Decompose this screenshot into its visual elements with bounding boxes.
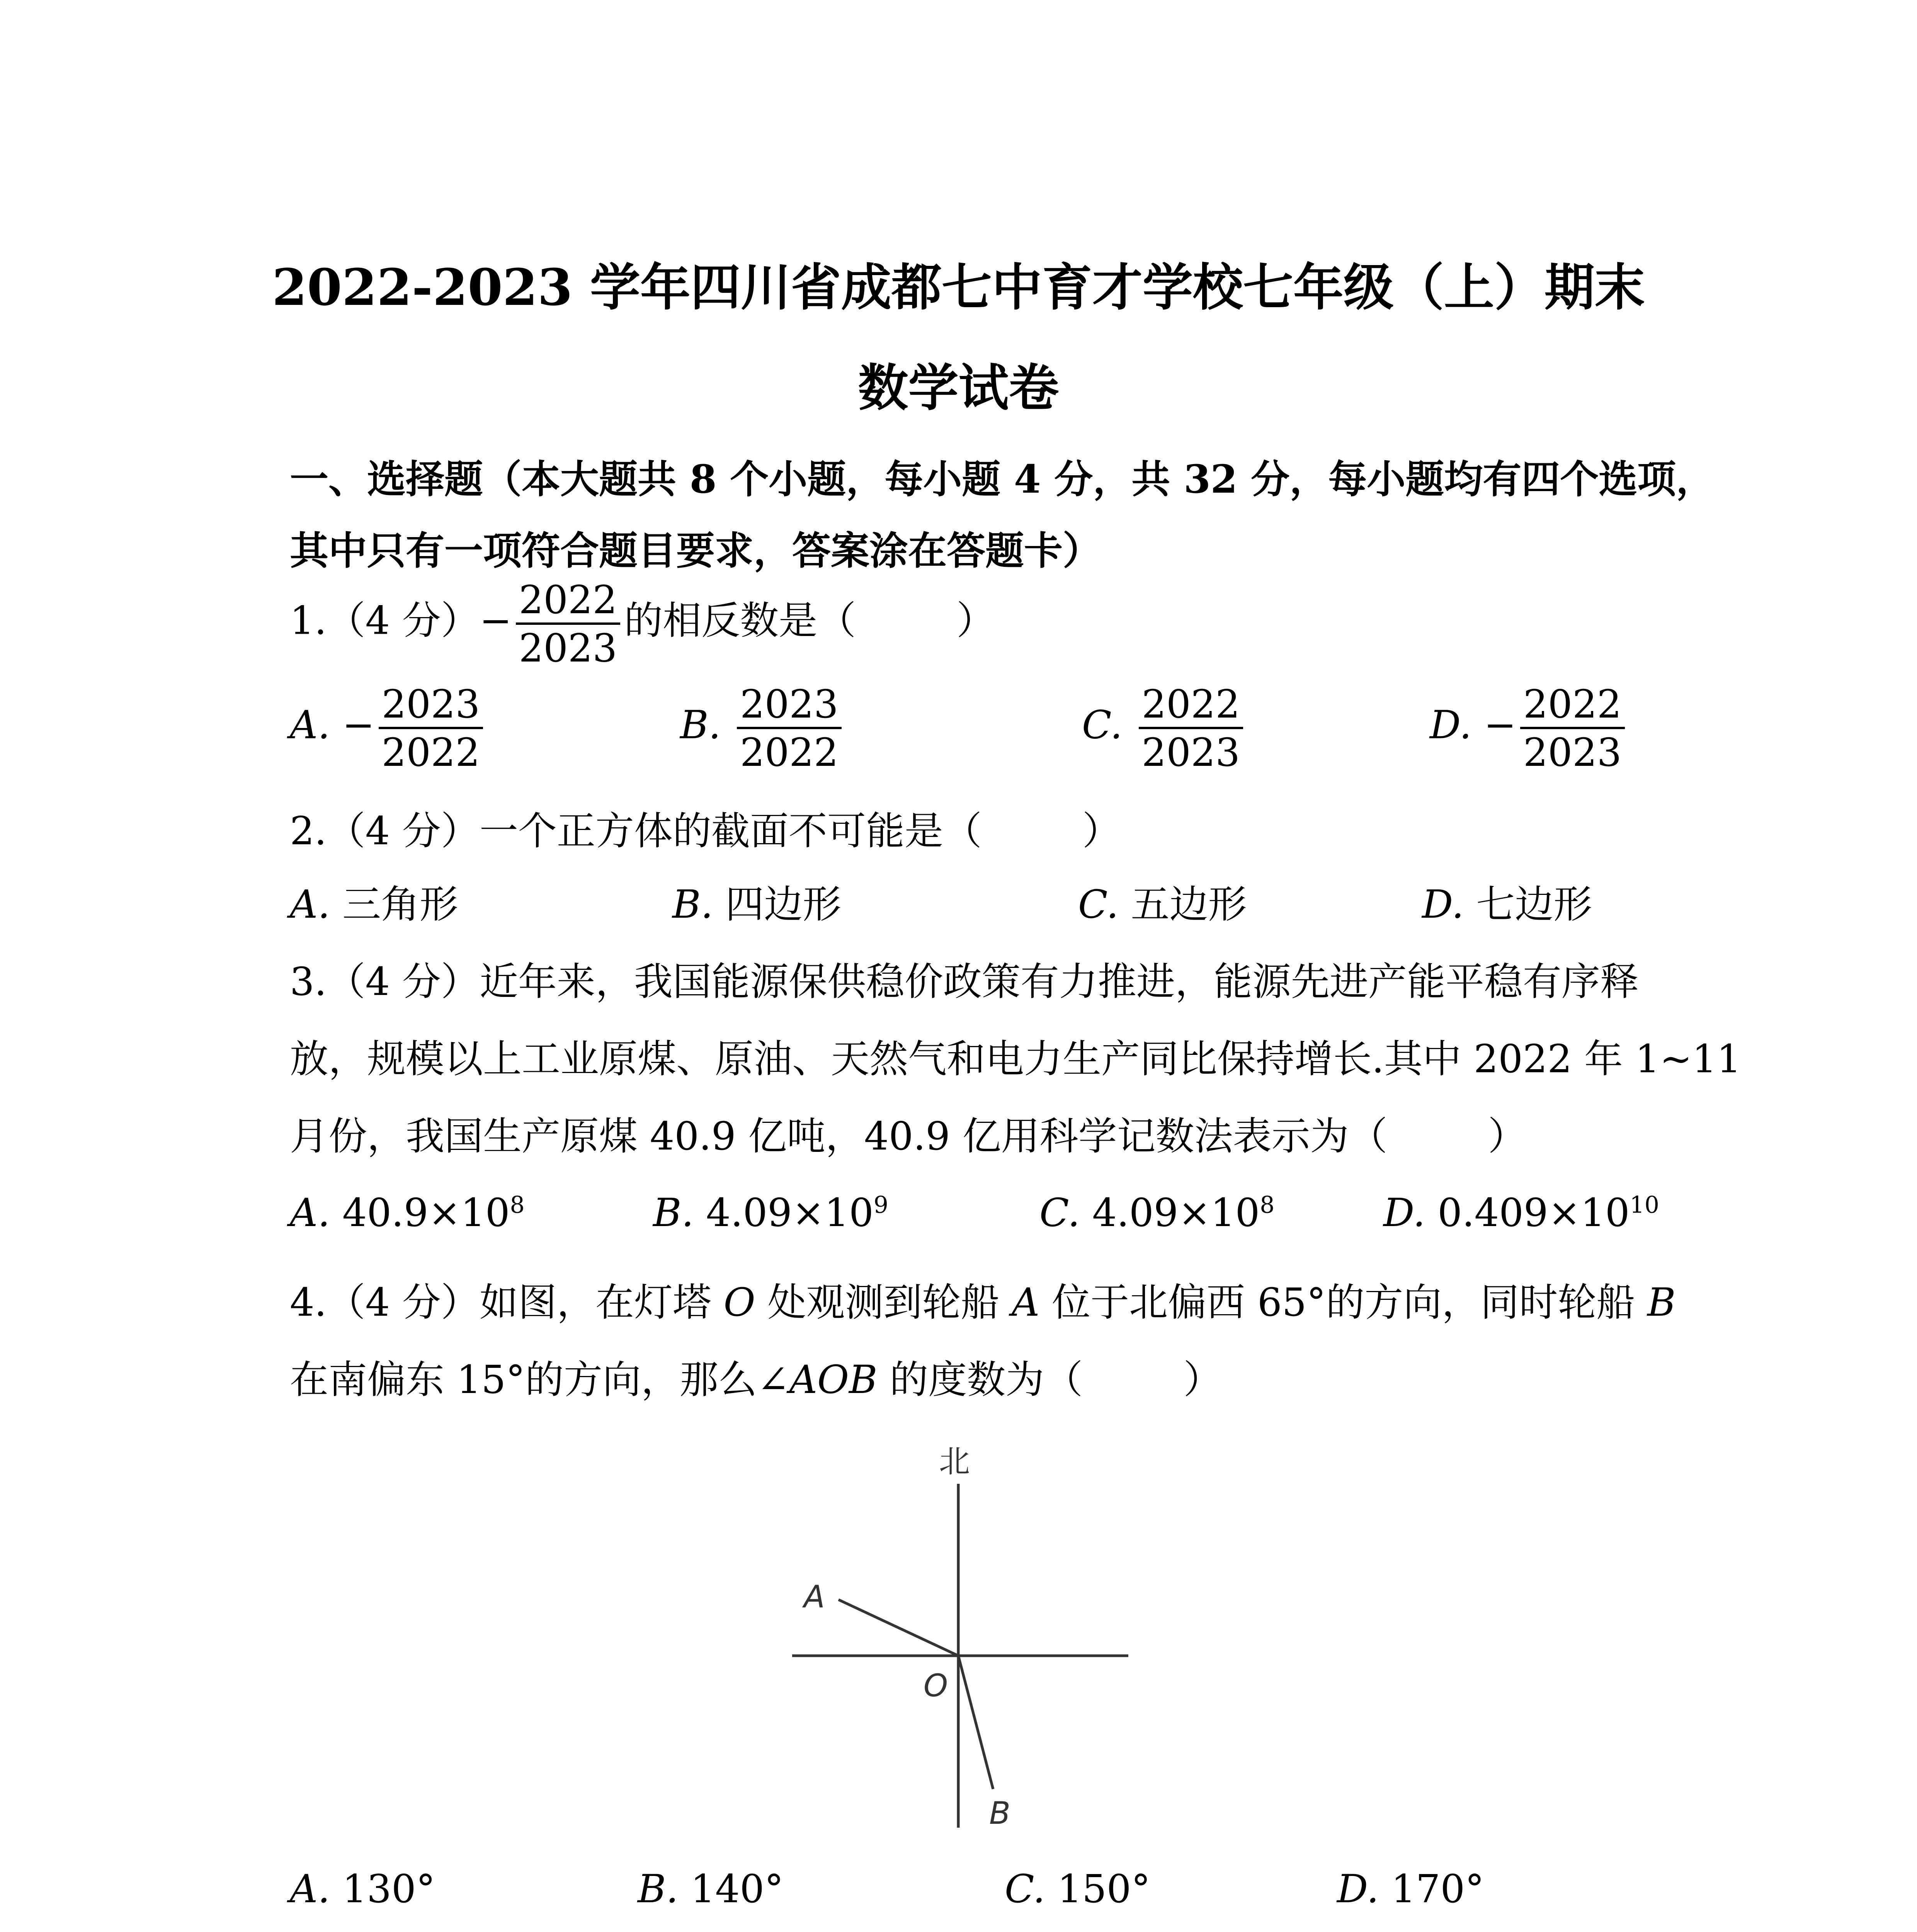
option-label: B. xyxy=(680,702,721,748)
q1-option-c[interactable] xyxy=(1082,684,1247,773)
option-label: A. xyxy=(290,1190,330,1235)
q2-option-c[interactable] xyxy=(1078,873,1247,929)
ray-oa xyxy=(839,1600,958,1656)
q1-numerator: 2022 xyxy=(516,580,621,625)
q3-option-d[interactable] xyxy=(1383,1190,1659,1235)
q1-option-a[interactable] xyxy=(290,684,487,773)
q1-suffix: 的相反数是（ xyxy=(624,598,856,643)
q2-option-a[interactable] xyxy=(290,873,458,929)
question-3-line3 xyxy=(290,1105,1527,1161)
option-denominator: 2023 xyxy=(1523,730,1622,775)
option-exponent: 8 xyxy=(1260,1191,1275,1219)
q3-line3-text: 月份，我国生产原煤 40.9 亿吨，40.9 亿用科学记数法表示为（ xyxy=(290,1114,1388,1159)
q3-option-b[interactable] xyxy=(653,1190,888,1235)
option-base: 40.9×10 xyxy=(342,1190,510,1235)
option-base: 4.09×10 xyxy=(706,1190,874,1235)
option-fraction xyxy=(737,684,842,773)
q4-point-o: O xyxy=(723,1280,755,1325)
option-label: A. xyxy=(290,882,330,927)
option-label: C. xyxy=(1078,882,1119,927)
option-fraction xyxy=(1139,684,1243,773)
point-a-label: A xyxy=(804,1579,825,1615)
option-denominator: 2022 xyxy=(740,730,839,775)
option-label: B. xyxy=(653,1190,694,1235)
north-label: 北 xyxy=(939,1444,970,1480)
q1-fraction xyxy=(516,577,621,671)
q4-point-b: B xyxy=(1647,1280,1676,1325)
option-text: 七边形 xyxy=(1476,882,1592,927)
q2-option-d[interactable] xyxy=(1422,873,1592,929)
option-denominator: 2023 xyxy=(1141,730,1240,775)
option-text: 170° xyxy=(1391,1866,1485,1912)
option-numerator: 2022 xyxy=(1139,684,1243,729)
option-label: C. xyxy=(1082,702,1123,748)
q4-close: ） xyxy=(1183,1357,1222,1402)
question-2 xyxy=(290,800,1121,855)
page-title: 2022-2023 学年四川省成都七中育才学校七年级（上）期末 xyxy=(272,258,1645,317)
option-text: 140° xyxy=(691,1866,784,1912)
question-4-line1 xyxy=(290,1271,1676,1327)
q3-option-c[interactable] xyxy=(1039,1190,1274,1235)
option-label: D. xyxy=(1422,882,1464,927)
q2-text: 2.（4 分）一个正方体的截面不可能是（ xyxy=(290,808,982,854)
q4-option-c[interactable] xyxy=(1005,1866,1150,1912)
q4-option-a[interactable] xyxy=(290,1866,435,1912)
q1-option-b[interactable] xyxy=(680,684,845,773)
question-4-line2 xyxy=(290,1349,1222,1404)
q4-text-c: 位于北偏西 65°的方向，同时轮船 xyxy=(1039,1280,1647,1325)
section-heading-line1: 一、选择题（本大题共 8 个小题，每小题 4 分，共 32 分，每小题均有四个选项， xyxy=(290,456,1715,502)
option-text: 三角形 xyxy=(342,882,458,927)
question-1 xyxy=(290,577,995,671)
q2-option-b[interactable] xyxy=(672,873,841,929)
q4-text-a: 4.（4 分）如图，在灯塔 xyxy=(290,1280,724,1325)
option-base: 4.09×10 xyxy=(1092,1190,1260,1235)
option-label: A. xyxy=(290,1866,330,1912)
option-label: C. xyxy=(1039,1190,1080,1235)
option-label: C. xyxy=(1005,1866,1045,1912)
option-text: 130° xyxy=(342,1866,435,1912)
point-o-label: O xyxy=(924,1668,948,1704)
option-fraction xyxy=(379,684,483,773)
option-label: D. xyxy=(1430,702,1472,748)
q1-sign: − xyxy=(479,598,512,643)
option-text: 150° xyxy=(1057,1866,1151,1912)
q4-text-d: 在南偏东 15°的方向，那么∠ xyxy=(290,1357,789,1402)
option-numerator: 2023 xyxy=(737,684,842,729)
q3-close: ） xyxy=(1488,1114,1527,1159)
option-label: D. xyxy=(1383,1190,1425,1235)
option-exponent: 10 xyxy=(1630,1191,1659,1219)
option-text: 五边形 xyxy=(1131,882,1247,927)
q4-option-d[interactable] xyxy=(1337,1866,1484,1912)
option-numerator: 2023 xyxy=(379,684,483,729)
page-subtitle: 数学试卷 xyxy=(858,358,1059,417)
q1-option-d[interactable] xyxy=(1430,684,1629,773)
q4-angle-name: AOB xyxy=(789,1357,878,1402)
option-label: D. xyxy=(1337,1866,1379,1912)
q4-compass-figure xyxy=(773,1430,1159,1847)
option-exponent: 8 xyxy=(510,1191,525,1219)
q4-point-a: A xyxy=(1012,1280,1040,1325)
section-heading-line2: 其中只有一项符合题目要求，答案涂在答题卡） xyxy=(290,528,1101,573)
option-base: 0.409×10 xyxy=(1437,1190,1630,1235)
q1-close: ） xyxy=(956,598,995,643)
q1-denominator: 2023 xyxy=(519,626,617,671)
point-b-label: B xyxy=(989,1795,1010,1831)
option-denominator: 2022 xyxy=(381,730,480,775)
q2-close: ） xyxy=(1082,808,1121,854)
q3-option-a[interactable] xyxy=(290,1190,525,1235)
question-3-line1: 3.（4 分）近年来，我国能源保供稳价政策有力推进，能源先进产能平稳有序释 xyxy=(290,959,1639,1004)
option-sign: − xyxy=(1484,702,1516,748)
ray-ob xyxy=(958,1656,993,1789)
option-exponent: 9 xyxy=(873,1191,888,1219)
option-fraction xyxy=(1520,684,1625,773)
question-3-line2: 放，规模以上工业原煤、原油、天然气和电力生产同比保持增长.其中 2022 年 1~11 xyxy=(290,1036,1742,1082)
option-text: 四边形 xyxy=(725,882,842,927)
option-sign: − xyxy=(342,702,375,748)
q1-prefix: 1.（4 分） xyxy=(290,598,480,643)
q4-text-b: 处观测到轮船 xyxy=(755,1280,1012,1325)
option-label: B. xyxy=(672,882,713,927)
option-label: B. xyxy=(638,1866,679,1912)
q4-option-b[interactable] xyxy=(638,1866,784,1912)
option-label: A. xyxy=(290,702,330,748)
q4-text-e: 的度数为（ xyxy=(877,1357,1083,1402)
option-numerator: 2022 xyxy=(1520,684,1625,729)
